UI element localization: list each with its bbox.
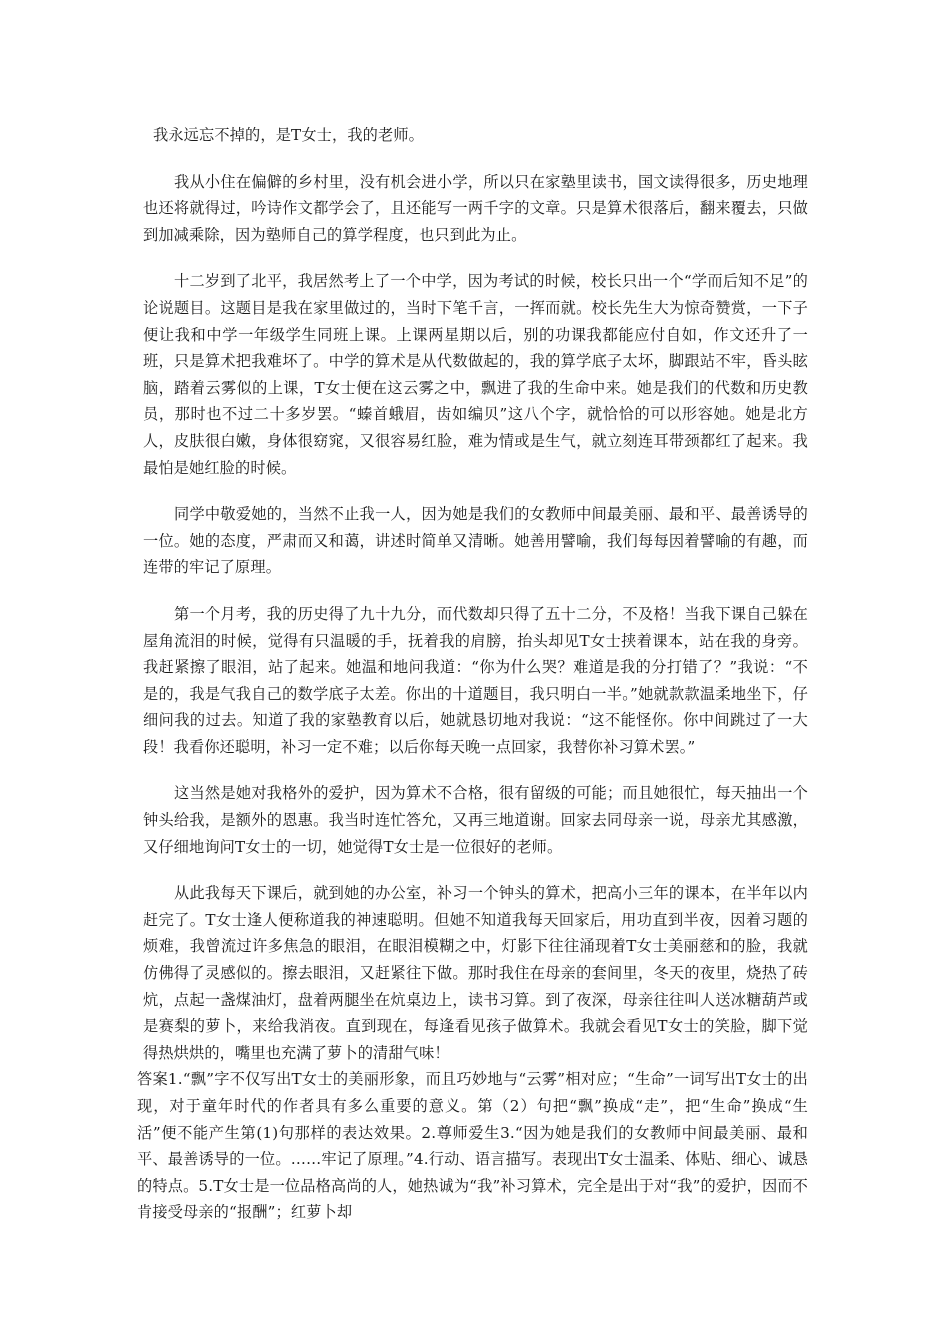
- paragraph-2: 十二岁到了北平，我居然考上了一个中学，因为考试的时候，校长只出一个“学而后知不足”的论说题目。这题目是我在家里做过的，当时下笔千言，一挥而就。校长先生大为惊奇赞赏，一下子便让我和中学一年级学生同班上课。上课两星期以后，别的功课我都能应付自如，作文还升了一班，只是算术把我难坏了。中学的算术是从代数做起的，我的算学底子太坏，脚跟站不牢，昏头眩脑，踏着云雾似的上课，T女士便在这云雾之中，飘进了我的生命中来。她是我们的代数和历史教员，那时也不过二十多岁罢。“螓首蛾眉，齿如编贝”这八个字，就恰恰的可以形容她。她是北方人，皮肤很白嫩，身体很窈窕，又很容易红脸，难为情或是生气，就立刻连耳带颈都红了起来。我最怕是她红脸的时候。: [143, 272, 808, 477]
- paragraph-3: 同学中敬爱她的，当然不止我一人，因为她是我们的女教师中间最美丽、最和平、最善诱导的一位。她的态度，严肃而又和蔼，讲述时简单又清晰。她善用譬喻，我们每每因着譬喻的有趣，而连带的牢记了原理。: [143, 505, 808, 577]
- answer-section: 答案1.“飘”字不仅写出T女士的美丽形象，而且巧妙地与“云雾”相对应；“生命”一词写出T女士的出现，对于童年时代的作者具有多么重要的意义。第（2）句把“飘”换成“走”，把“生命”换成“生活”便不能产生第(1)句那样的表达效果。2.尊师爱生3.“因为她是我们的女教师中间最美丽、最和平、最善诱导的一位。……牢记了原理。”4.行动、语言描写。表现出T女士温柔、体贴、细心、诚恳的特点。5.T女士是一位品格高尚的人，她热诚为“我”补习算术，完全是出于对“我”的爱护，因而不肯接受母亲的“报酬”；红萝卜却: [137, 1070, 808, 1222]
- paragraph-1: 我从小住在偏僻的乡村里，没有机会进小学，所以只在家塾里读书，国文读得很多，历史地理也还将就得过，吟诗作文都学会了，且还能写一两千字的文章。只是算术很落后，翻来覆去，只做到加减乘除，因为塾师自己的算学程度，也只到此为止。: [143, 172, 808, 244]
- paragraph-6: 从此我每天下课后，就到她的办公室，补习一个钟头的算术，把高小三年的课本，在半年以内赶完了。T女士逢人便称道我的神速聪明。但她不知道我每天回家后，用功直到半夜，因着习题的烦难，我曾流过许多焦急的眼泪，在眼泪模糊之中，灯影下往往涌现着T女士美丽慈和的脸，我就仿佛得了灵感似的。擦去眼泪，又赶紧往下做。那时我住在母亲的套间里，冬天的夜里，烧热了砖炕，点起一盏煤油灯，盘着两腿坐在炕桌边上，读书习算。到了夜深，母亲往往叫人送冰糖葫芦或是赛梨的萝卜，来给我消夜。直到现在，每逢看见孩子做算术。我就会看见T女士的笑脸，脚下觉得热烘烘的，嘴里也充满了萝卜的清甜气味！: [143, 884, 808, 1062]
- paragraph-5: 这当然是她对我格外的爱护，因为算术不合格，很有留级的可能；而且她很忙，每天抽出一个钟头给我，是额外的恩惠。我当时连忙答允，又再三地道谢。回家去同母亲一说，母亲尤其感激，又仔细地询问T女士的一切，她觉得T女士是一位很好的老师。: [143, 784, 808, 856]
- paragraph-4: 第一个月考，我的历史得了九十九分，而代数却只得了五十二分，不及格！当我下课自己躲在屋角流泪的时候，觉得有只温暖的手，抚着我的肩膀，抬头却见T女士挟着课本，站在我的身旁。我赶紧擦了眼泪，站了起来。她温和地问我道：“你为什么哭？难道是我的分打错了？”我说：“不是的，我是气我自己的数学底子太差。你出的十道题目，我只明白一半。”她就款款温柔地坐下，仔细问我的过去。知道了我的家塾教育以后，她就恳切地对我说：“这不能怪你。你中间跳过了一大段！我看你还聪明，补习一定不难；以后你每天晚一点回家，我替你补习算术罢。”: [143, 604, 808, 756]
- document-body: [137, 122, 808, 1226]
- opening-line: 我永远忘不掉的，是T女士，我的老师。: [153, 126, 425, 144]
